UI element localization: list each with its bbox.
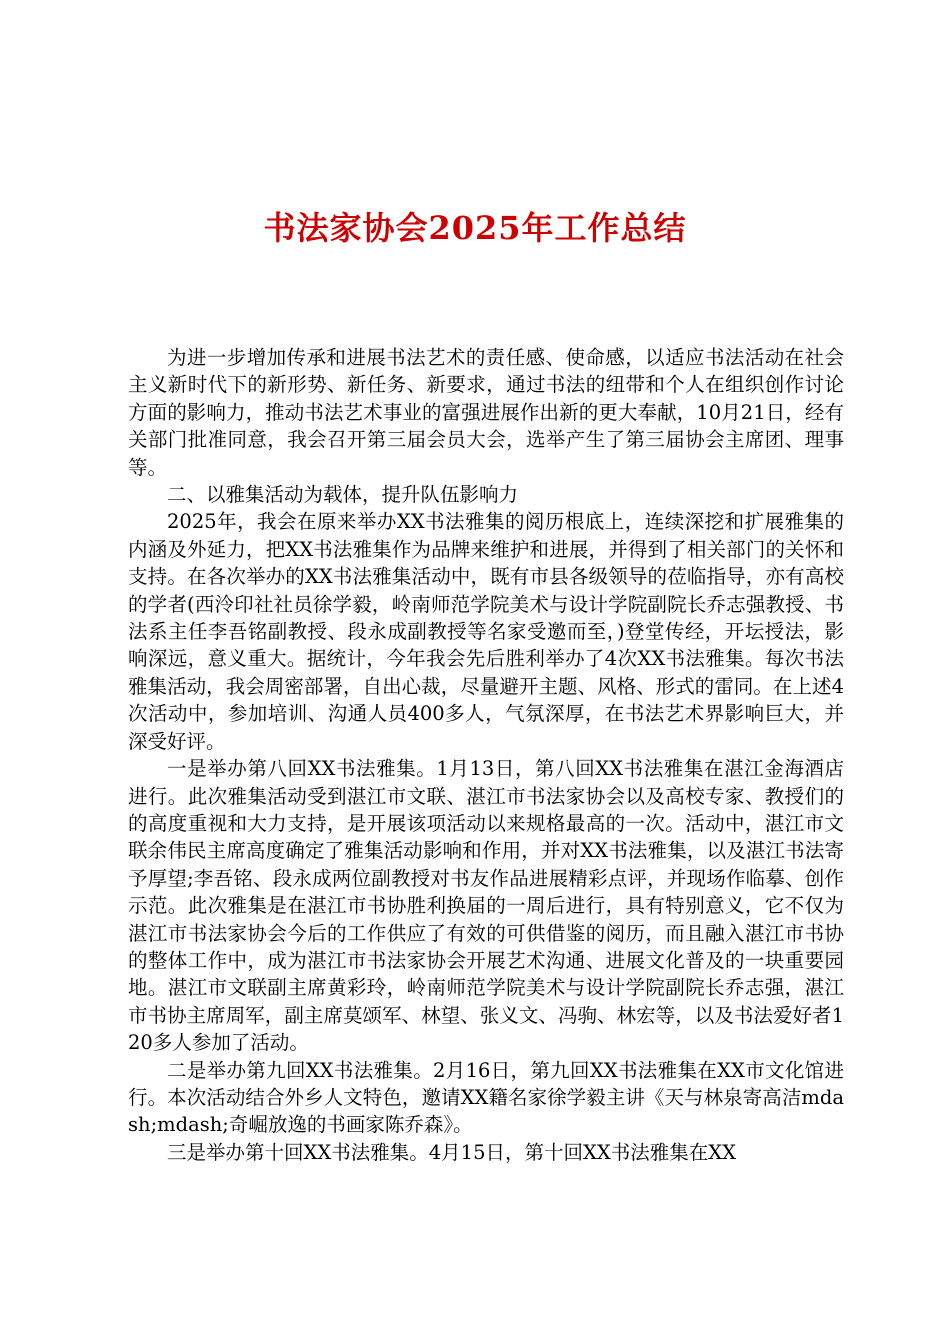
paragraph-summary: 2025年，我会在原来举办XX书法雅集的阅历根底上，连续深挖和扩展雅集的内涵及外延力，把XX书法雅集作为品牌来维护和进展，并得到了相关部门的关怀和支持。在各次举办的XX书法雅集活动中，既有市县各级领导的莅临指导，亦有高校的学者(西泠印社社员徐学毅，岭南师范学院美术与设计学院副院长乔志强教授、书法系主任李吾铭副教授、段永成副教授等名家受邀而至，)登堂传经，开坛授法，影响深远，意义重大。据统计，今年我会先后胜利举办了4次XX书法雅集。每次书法雅集活动，我会周密部署，自出心裁，尽量避开主题、风格、形式的雷同。在上述4次活动中，参加培训、沟通人员400多人，气氛深厚，在书法艺术界影响巨大，并深受好评。 — [128, 510, 844, 753]
paragraph-intro: 为进一步增加传承和进展书法艺术的责任感、使命感，以适应书法活动在社会主义新时代下的新形势、新任务、新要求，通过书法的纽带和个人在组织创作讨论方面的影响力，推动书法艺术事业的富强进展作出新的更大奉献，10月21日，经有关部门批准同意，我会召开第三届会员大会，选举产生了第三届协会主席团、理事等。 — [128, 346, 844, 479]
paragraph-event-8: 一是举办第八回XX书法雅集。1月13日，第八回XX书法雅集在湛江金海酒店进行。此次雅集活动受到湛江市文联、湛江市书法家协会以及高校专家、教授们的的高度重视和大力支持，是开展该项活动以来规格最高的一次。活动中，湛江市文联余伟民主席高度确定了雅集活动影响和作用，并对XX书法雅集，以及湛江书法寄予厚望;李吾铭、段永成两位副教授对书友作品进展精彩点评，并现场作临摹、创作示范。此次雅集是在湛江市书协胜利换届的一周后进行，具有特别意义，它不仅为湛江市书法家协会今后的工作供应了有效的可供借鉴的阅历，而且融入湛江市书协的整体工作中，成为湛江市书法家协会开展艺术沟通、进展文化普及的一块重要园地。湛江市文联副主席黄彩玲，岭南师范学院美术与设计学院副院长乔志强，湛江市书协主席周军，副主席莫颂军、林望、张义文、冯驹、林宏等，以及书法爱好者120多人参加了活动。 — [128, 757, 844, 1055]
document-body — [128, 344, 844, 1166]
document-title: 书法家协会2025年工作总结 — [263, 209, 687, 247]
section-heading: 二、以雅集活动为载体，提升队伍影响力 — [167, 483, 519, 507]
paragraph-event-10: 三是举办第十回XX书法雅集。4月15日，第十回XX书法雅集在XX — [167, 1140, 737, 1164]
paragraph-event-9: 二是举办第九回XX书法雅集。2月16日，第九回XX书法雅集在XX市文化馆进行。本次活动结合外乡人文特色，邀请XX籍名家徐学毅主讲《天与林泉寄高洁mdash;mdash;奇崛放逸的书画家陈乔森》。 — [128, 1058, 844, 1137]
